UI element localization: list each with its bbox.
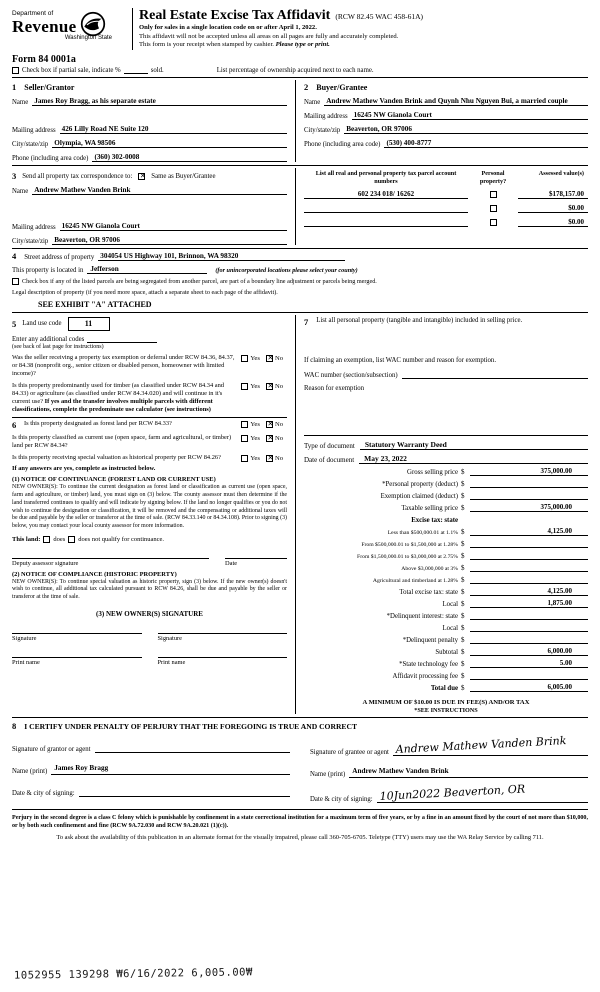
located-in-label: This property is located in	[12, 267, 84, 275]
perjury-notice: Perjury in the second degree is a class C felony which is punishable by confinement in a state correctional institution for a maximum term of five years, or by a fine in an amount fixed by the court of not more than $10,000, or by both such confinement and fine (RCW 9A.72.030 and RCW 9A.20.021 (1)(c)).	[12, 814, 588, 829]
section-divider	[12, 809, 588, 810]
parcel-row	[304, 204, 588, 213]
historic-property-question: Is this property receiving special valuation as historical property per RCW 84.26?	[12, 454, 221, 462]
parcel-row	[304, 190, 588, 199]
section-divider	[12, 312, 588, 313]
rate-tier-4-field[interactable]	[470, 563, 588, 572]
dollar-sign: $	[461, 575, 465, 584]
grantor-signature-label: Signature of grantor or agent	[12, 745, 91, 753]
correspondence-mailing-label: Mailing address	[12, 224, 56, 232]
section-divider	[304, 435, 588, 436]
correspondence-name-label: Name	[12, 188, 29, 196]
dollar-sign: $	[461, 659, 465, 668]
personal-property-entry-area[interactable]	[304, 327, 588, 357]
section-3-correspondence	[12, 168, 588, 245]
subtotal-field[interactable]: 6,000.00	[470, 647, 588, 656]
new-owner-signature-line-2[interactable]	[158, 633, 288, 642]
new-owner-print-name-line-1[interactable]	[12, 657, 142, 666]
historic-yes-checkbox[interactable]	[241, 455, 248, 462]
type-of-document-label: Type of document	[304, 441, 355, 450]
header-note-2: This affidavit will not be accepted unless all areas on all pages are fully and accurately completed.	[139, 32, 399, 40]
buyer-mailing-field[interactable]: 16245 NW Gianola Court	[352, 111, 588, 120]
exemption-deferral-question: Was the seller receiving a property tax exemption or deferral under RCW 84.36, 84.37, or 84.38 (nonprofit org., senior citizen or disabled person, homeowner with limited income)?	[12, 353, 235, 377]
section-1-seller	[12, 80, 296, 162]
grantee-signature-label: Signature of grantee or agent	[310, 748, 389, 756]
page-title: Real Estate Excise Tax Affidavit	[139, 8, 331, 23]
additional-codes-label: Enter any additional codes	[12, 335, 85, 343]
rcw-reference: (RCW 82.45 WAC 458-61A)	[335, 12, 423, 21]
grantee-signature-block	[310, 731, 588, 803]
minimum-due-note: A MINIMUM OF $10.00 IS DUE IN FEE(S) AND/OR TAX	[362, 698, 530, 706]
does-not-label: does not qualify for continuance.	[78, 535, 165, 543]
current-use-yes-checkbox[interactable]	[241, 435, 248, 442]
rate-tier-2-field[interactable]	[470, 539, 588, 548]
seller-phone-field[interactable]: (360) 302-0008	[92, 153, 287, 162]
dollar-sign: $	[461, 503, 465, 512]
section-2-buyer	[296, 80, 588, 162]
assessed-value-field[interactable]: $178,157.00	[518, 190, 588, 199]
seller-buyer-section	[12, 80, 588, 162]
yes-label: Yes	[250, 455, 260, 463]
q1-yes-checkbox[interactable]	[241, 355, 248, 362]
dollar-sign: $	[461, 671, 465, 680]
personal-property-intro: List all personal property (tangible and intangible) included in selling price.	[316, 316, 523, 324]
local-tax-label: Local	[442, 600, 458, 608]
rate-tier-1-label: Less than $500,000.01 at 1.1%	[387, 529, 458, 536]
section-divider	[12, 165, 588, 166]
parcel-row	[304, 218, 588, 227]
section-divider	[12, 77, 588, 78]
signature-label: Signature	[12, 634, 37, 642]
grantor-signature-block	[12, 731, 290, 803]
cashier-receipt-stamp: 1052955 139298 ₩6/16/2022 6,005.00₩	[13, 966, 253, 982]
print-name-label: Print name	[157, 658, 186, 666]
partial-sale-row	[12, 67, 588, 74]
no-label: No	[274, 455, 283, 463]
partial-sale-label: Check box if partial sale, indicate %	[22, 67, 121, 75]
local-tax-field[interactable]: 1,875.00	[470, 599, 588, 608]
form-number: Form 84 0001a	[12, 54, 76, 66]
does-not-qualify-checkbox[interactable]	[68, 536, 75, 543]
grantee-signature-field[interactable]	[393, 733, 588, 756]
county-field[interactable]: Jefferson	[87, 265, 207, 274]
county-note: (for unincorporated locations please select your county)	[215, 267, 358, 275]
dollar-sign: $	[461, 551, 465, 560]
legal-description-field[interactable]: SEE EXHIBIT "A" ATTACHED	[38, 299, 152, 309]
additional-codes-field[interactable]	[87, 335, 157, 343]
grantee-date-city-field[interactable]	[377, 782, 588, 803]
notice-continuance-title: (1) NOTICE OF CONTINUANCE (FOREST LAND OR CURRENT USE)	[12, 476, 216, 484]
section-divider	[12, 417, 287, 418]
personal-property-deduct-field[interactable]	[470, 479, 588, 488]
right-column	[296, 315, 588, 714]
agricultural-timberland-label: Agricultural and timberland at 1.28%	[372, 577, 458, 584]
same-as-buyer-checkbox[interactable]	[138, 173, 145, 180]
grantor-signature-field[interactable]	[95, 742, 290, 753]
grantor-date-city-label: Date & city of signing:	[12, 789, 75, 797]
rate-tier-4-label: Above $3,000,000 at 3%	[401, 565, 458, 572]
grantee-handwritten-signature: Andrew Mathew Vanden Brink	[395, 733, 567, 756]
section-1-title: Seller/Grantor	[24, 83, 75, 93]
parcel-number-field[interactable]	[304, 218, 468, 227]
reason-for-exemption-area[interactable]	[304, 392, 588, 422]
taxable-selling-price-field[interactable]: 375,000.00	[470, 503, 588, 512]
rate-tier-1-field[interactable]: 4,125.00	[470, 527, 588, 536]
dollar-sign: $	[461, 599, 465, 608]
dollar-sign: $	[461, 635, 465, 644]
forest-land-question: Is this property designated as forest land per RCW 84.33?	[24, 420, 172, 428]
date-of-document-field[interactable]: May 23, 2022	[359, 454, 588, 464]
delinquent-interest-local-label: Local	[442, 624, 458, 632]
personal-property-checkbox[interactable]	[490, 219, 497, 226]
grantee-handwritten-date-city: 10Jun2022 Beaverton, OR	[379, 782, 526, 803]
grantor-date-city-field[interactable]	[79, 786, 290, 797]
dollar-sign: $	[461, 467, 465, 476]
dollar-sign: $	[461, 587, 465, 596]
current-use-no-checkbox[interactable]	[266, 435, 273, 442]
seller-mailing-label: Mailing address	[12, 127, 56, 135]
dollar-sign: $	[461, 623, 465, 632]
washington-state-label: Washington State	[64, 35, 112, 41]
section-6-number: 6	[12, 420, 17, 431]
revenue-wordmark: Revenue	[12, 17, 77, 36]
deputy-date-line[interactable]	[225, 558, 287, 567]
section-4-property	[12, 251, 588, 309]
personal-property-checkbox[interactable]	[490, 205, 497, 212]
historic-no-checkbox[interactable]	[266, 455, 273, 462]
personal-property-header: Personal property?	[479, 170, 507, 185]
delinquent-penalty-field[interactable]	[470, 635, 588, 644]
forest-yes-checkbox[interactable]	[241, 421, 248, 428]
grantor-print-name-label: Name (print)	[12, 767, 48, 775]
land-use-code-field[interactable]: 11	[68, 317, 110, 331]
buyer-mailing-label: Mailing address	[304, 113, 348, 121]
seller-city-field[interactable]: Olympia, WA 98506	[52, 139, 287, 148]
exemption-claimed-field[interactable]	[470, 491, 588, 500]
no-label: No	[274, 435, 283, 443]
seller-phone-label: Phone (including area code)	[12, 155, 89, 163]
accessibility-notice: To ask about the availability of this publication in an alternate format for the visually impaired, please call 360-705-6705. Teletype (TTY) users may use the WA Relay Service by calling 711.	[56, 833, 544, 841]
gross-selling-price-field[interactable]: 375,000.00	[470, 467, 588, 476]
seller-mailing-field[interactable]: 426 Lilly Road NE Suite 120	[60, 125, 287, 134]
ownership-note: List percentage of ownership acquired next to each name.	[216, 67, 374, 75]
segregated-label: Check box if any of the listed parcels are being segregated from another parcel, are part of a boundary line adjustment or parcels being merged.	[22, 278, 377, 286]
seller-city-label: City/state/zip	[12, 141, 49, 149]
rate-tier-3-label: From $1,500,000.01 to $3,000,000 at 2.75%	[357, 553, 458, 560]
correspondence-city-label: City/state/zip	[12, 238, 49, 246]
wac-number-field[interactable]	[402, 370, 588, 379]
header-note-1: Only for sales in a single location code on or after April 1, 2022.	[139, 24, 317, 31]
new-owner-signature-line-1[interactable]	[12, 633, 142, 642]
dollar-sign: $	[461, 527, 465, 536]
gross-selling-price-label: Gross selling price	[407, 468, 458, 476]
new-owner-print-name-line-2[interactable]	[158, 657, 288, 666]
date-of-document-label: Date of document	[304, 455, 355, 464]
section-divider	[12, 717, 588, 718]
certification-title: I CERTIFY UNDER PENALTY OF PERJURY THAT THE FOREGOING IS TRUE AND CORRECT	[24, 721, 358, 731]
taxable-selling-price-label: Taxable selling price	[401, 504, 458, 512]
dept-of-label: Department of	[12, 10, 54, 17]
current-use-question: Is this property classified as current use (open space, farm and agricultural, or timber) land per RCW 84.34?	[12, 434, 232, 450]
partial-sale-percent-field[interactable]	[124, 67, 148, 74]
exemption-note: If claiming an exemption, list WAC number and reason for exemption.	[304, 356, 497, 364]
affidavit-processing-fee-field[interactable]	[470, 671, 588, 680]
assessed-value-field[interactable]: $0.00	[518, 218, 588, 227]
rate-tier-2-label: From $500,000.01 to $1,500,000 at 1.28%	[361, 541, 458, 548]
does-label: does	[53, 535, 66, 543]
seller-name-field[interactable]: James Roy Bragg, as his separate estate	[32, 97, 287, 106]
dollar-sign: $	[461, 491, 465, 500]
legal-description-label: Legal description of property (if you need more space, attach a separate sheet to each page of the affidavit).	[12, 288, 278, 296]
q2-no-checkbox[interactable]	[266, 383, 273, 390]
buyer-city-field[interactable]: Beaverton, OR 97006	[344, 125, 588, 134]
correspondence-city-field[interactable]: Beaverton, OR 97006	[52, 236, 287, 245]
state-technology-fee-label: *State technology fee	[399, 660, 458, 668]
section-3-number: 3	[12, 171, 17, 182]
correspondence-name-field[interactable]: Andrew Mathew Vanden Brink	[32, 186, 287, 195]
delinquent-interest-state-label: *Delinquent interest: state	[386, 612, 458, 620]
wac-number-label: WAC number (section/subsection)	[304, 371, 398, 379]
partial-sale-suffix: sold.	[150, 67, 164, 75]
dollar-sign: $	[461, 563, 465, 572]
additional-codes-note: (see back of last page for instructions)	[12, 343, 104, 350]
dollar-sign: $	[461, 647, 465, 656]
revenue-logo-icon	[80, 11, 106, 37]
section-2-title: Buyer/Grantee	[316, 83, 368, 93]
agricultural-timberland-field[interactable]	[470, 575, 588, 584]
q1-no-checkbox[interactable]	[266, 355, 273, 362]
type-of-document-field[interactable]: Statutory Warranty Deed	[360, 440, 588, 450]
same-as-buyer-label: Same as Buyer/Grantee	[151, 172, 216, 180]
personal-property-checkbox[interactable]	[490, 191, 497, 198]
form-header	[12, 8, 588, 50]
dollar-sign: $	[461, 479, 465, 488]
delinquent-interest-state-field[interactable]	[470, 611, 588, 620]
delinquent-penalty-label: *Delinquent penalty	[402, 636, 458, 644]
buyer-city-label: City/state/zip	[304, 127, 341, 135]
section-2-number: 2	[304, 82, 309, 93]
yes-label: Yes	[250, 354, 260, 362]
timber-agriculture-question: Is this property predominantly used for timber (as classified under RCW 84.34 and 84.33) or agriculture (as classified under RCW 84.34.020) and will continue in it's current use? If yes and the transfer involves multiple parcels with different classifications, complete the predominate use calculator (see instructions)	[12, 382, 224, 414]
mid-section	[12, 315, 588, 714]
total-due-field[interactable]: 6,005.00	[470, 683, 588, 692]
forest-no-checkbox[interactable]	[266, 421, 273, 428]
section-4-number: 4	[12, 251, 17, 262]
segregated-checkbox[interactable]	[12, 278, 19, 285]
notice-continuance-body: NEW OWNER(S): To continue the current designation as forest land or classification as current use (open space, farm and agriculture, or timber) land, you must sign on (3) below. The county assessor must then determine if the land transferred continues to qualify and will indicate by signing below. If the land no longer qualifies or you do not wish to continue the designation or classification, it will be removed and the compensating or additional taxes will be due and payable by the seller or transferor at the time of sale. (RCW 84.33.140 or 84.34.108). Prior to signing (3) below, you may contact your local county assessor for more information.	[12, 484, 287, 529]
section-1-number: 1	[12, 82, 17, 93]
assessed-value-field[interactable]: $0.00	[518, 204, 588, 213]
parcel-number-field[interactable]: 602 234 018/ 16262	[304, 190, 468, 199]
excise-tax-state-header: Excise tax: state	[411, 516, 458, 524]
seller-name-label: Name	[12, 99, 29, 107]
rate-tier-3-field[interactable]	[470, 551, 588, 560]
buyer-name-field[interactable]: Andrew Mathew Vanden Brink and Quynh Nhu Nguyen Bui, a married couple	[324, 97, 588, 106]
exemption-claimed-label: Exemption claimed (deduct)	[380, 492, 458, 500]
dollar-sign: $	[461, 539, 465, 548]
no-label: No	[274, 354, 283, 362]
correspondence-label: Send all property tax correspondence to:	[22, 172, 133, 180]
affidavit-processing-fee-label: Affidavit processing fee	[392, 672, 458, 680]
see-instructions-note: *SEE INSTRUCTIONS	[414, 706, 478, 714]
partial-sale-checkbox[interactable]	[12, 67, 19, 74]
date-label: Date	[225, 559, 238, 567]
yes-label: Yes	[250, 383, 260, 391]
notice-compliance-body: NEW OWNER(S): To continue special valuation as historic property, sign (3) below. If the new owner(s) doesn't wish to continue, all additional tax calculated pursuant to RCW 84.26, shall be due and payable by the seller or transferor at the time of sale.	[12, 578, 287, 600]
reason-for-exemption-label: Reason for exemption	[304, 384, 365, 392]
total-excise-state-field[interactable]: 4,125.00	[470, 587, 588, 596]
signature-label: Signature	[157, 634, 182, 642]
notice-compliance-title: (2) NOTICE OF COMPLIANCE (HISTORIC PROPERTY)	[12, 570, 177, 578]
yes-label: Yes	[250, 421, 260, 429]
land-use-code-label: Land use code	[22, 320, 62, 328]
buyer-name-label: Name	[304, 99, 321, 107]
left-column	[12, 315, 296, 714]
dollar-sign: $	[461, 611, 465, 620]
total-due-label: Total due	[430, 684, 458, 692]
assessed-value-header: Assessed value(s)	[538, 170, 584, 178]
parcel-number-field[interactable]	[304, 204, 468, 213]
header-note-3: This form is your receipt when stamped by cashier. Please type or print.	[139, 41, 330, 49]
subtotal-label: Subtotal	[435, 648, 458, 656]
personal-property-deduct-label: *Personal property (deduct)	[382, 480, 458, 488]
new-owners-signature-title: (3) NEW OWNER(S) SIGNATURE	[96, 609, 203, 618]
section-divider	[12, 248, 588, 249]
grantee-date-city-label: Date & city of signing:	[310, 795, 373, 803]
yes-label: Yes	[250, 435, 260, 443]
section-8-number: 8	[12, 720, 17, 731]
street-address-field[interactable]: 304054 US Highway 101, Brinnon, WA 98320	[98, 252, 345, 261]
street-address-label: Street address of property	[24, 254, 95, 262]
grantee-print-name-label: Name (print)	[310, 770, 346, 778]
section-7-number: 7	[304, 316, 309, 327]
state-technology-fee-field[interactable]: 5.00	[470, 659, 588, 668]
revenue-logo	[12, 8, 132, 50]
this-land-label: This land:	[12, 535, 41, 543]
does-qualify-checkbox[interactable]	[43, 536, 50, 543]
buyer-phone-field[interactable]: (530) 400-8777	[384, 139, 588, 148]
delinquent-interest-local-field[interactable]	[470, 623, 588, 632]
parcel-numbers-header: List all real and personal property tax parcel account numbers	[315, 170, 457, 185]
grantor-print-name-field[interactable]: James Roy Bragg	[51, 764, 290, 775]
section-8-certification	[12, 721, 588, 803]
deputy-assessor-signature-label: Deputy assessor signature	[12, 559, 79, 567]
dollar-sign: $	[461, 683, 465, 692]
correspondence-mailing-field[interactable]: 16245 NW Gianola Court	[60, 222, 287, 231]
buyer-phone-label: Phone (including area code)	[304, 141, 381, 149]
section-5-number: 5	[12, 318, 17, 329]
no-label: No	[274, 383, 283, 391]
no-label: No	[274, 421, 283, 429]
if-yes-instruction: If any answers are yes, complete as instructed below.	[12, 465, 156, 473]
print-name-label: Print name	[12, 658, 40, 666]
grantee-print-name-field[interactable]: Andrew Mathew Vanden Brink	[349, 767, 588, 778]
q2-yes-checkbox[interactable]	[241, 383, 248, 390]
parcel-table	[296, 168, 588, 245]
total-excise-state-label: Total excise tax: state	[399, 588, 458, 596]
deputy-assessor-signature-line[interactable]	[12, 558, 209, 567]
